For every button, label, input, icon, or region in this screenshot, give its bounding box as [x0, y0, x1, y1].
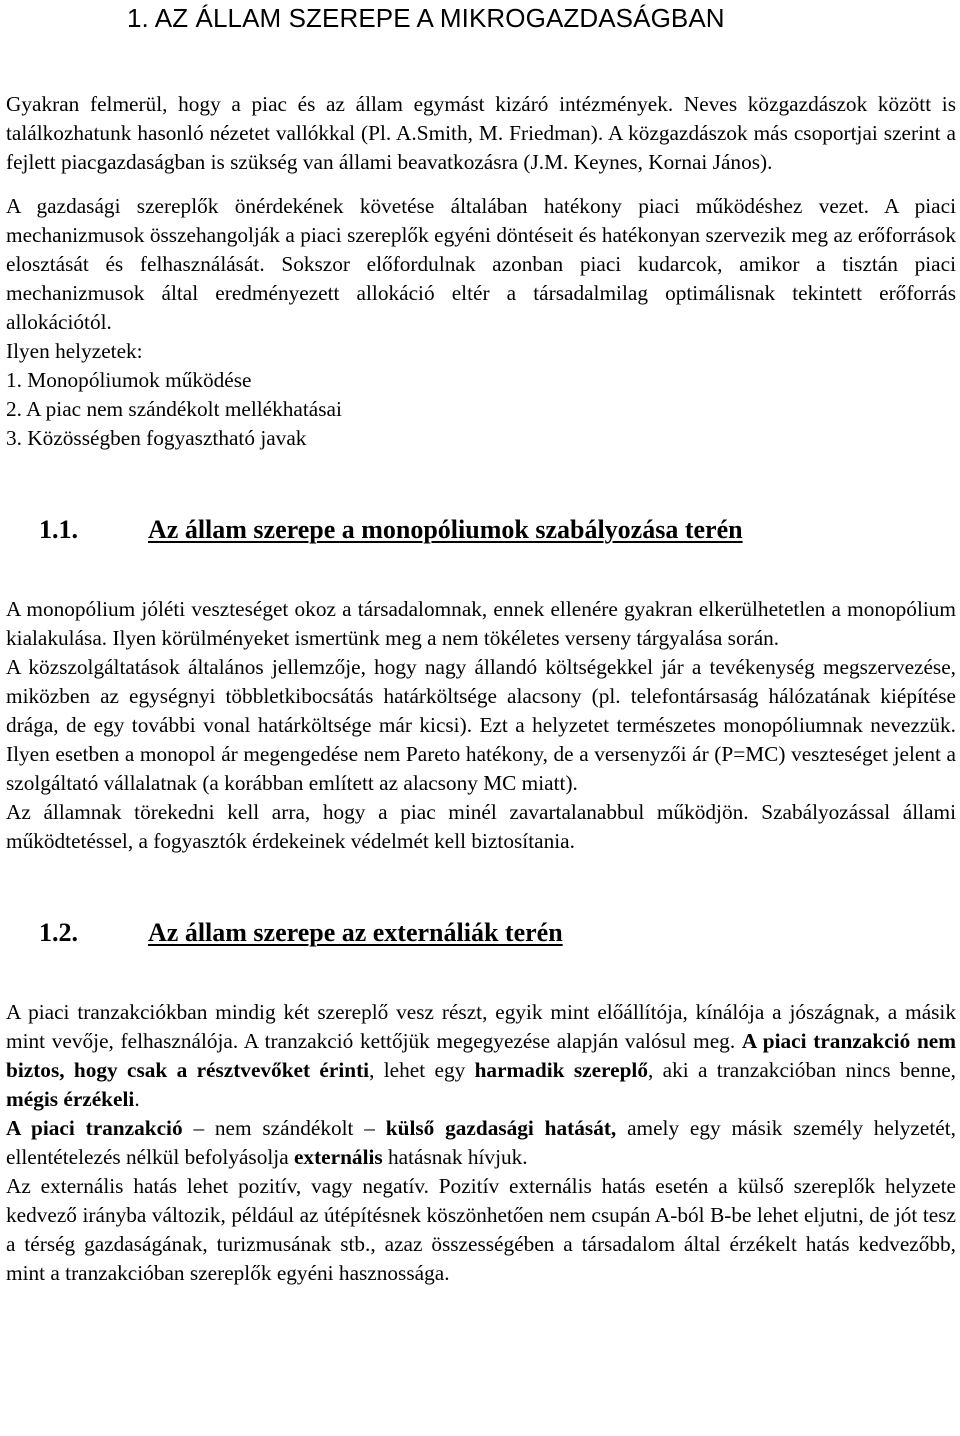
- list-heading: Ilyen helyzetek:: [6, 339, 143, 363]
- section2-paragraph-3: Az externális hatás lehet pozitív, vagy negatív. Pozitív externális hatás esetén a külső szereplők helyzete kedvező irányba változik, például az útépítésnek köszönhetően nem csupán A-ból B-be lehet eljutni, de jót tesz a térség gazdaságának, turizmusának stb., azaz összességében a társadalom által érzékelt hatás kedvezőbb, mint a tranzakcióban szereplők egyéni hasznossága.: [6, 1174, 956, 1285]
- section-number: 1.2.: [39, 918, 78, 947]
- text-run: A piaci tranzakciókban mindig két szereplő vesz részt, egyik mint előállítója, kínálója a jószágnak, a másik mint vevője, felhasználója. A tranzakció kettőjük megegyezése alapján valósul meg.: [6, 1000, 956, 1053]
- text-run: , aki a tranzakcióban nincs benne,: [647, 1058, 957, 1082]
- section-title: Az állam szerepe az externáliák terén: [148, 918, 563, 947]
- page-title: 1. AZ ÁLLAM SZEREPE A MIKROGAZDASÁGBAN: [127, 3, 725, 33]
- text-run: , lehet egy: [369, 1058, 475, 1082]
- bold-text: A piaci tranzakció nem biztos, hogy csak a résztvevőket érinti: [6, 1029, 956, 1082]
- text-run: .: [134, 1087, 140, 1111]
- spacer: [6, 177, 956, 192]
- list-item: 3. Közösségben fogyasztható javak: [6, 426, 307, 450]
- bold-text: külső gazdasági hatását,: [385, 1116, 617, 1140]
- text-run: amely egy másik személy helyzetét, ellentételezés nélkül befolyásolja: [6, 1116, 956, 1169]
- section-heading: [6, 513, 956, 547]
- bold-text: mégis érzékeli: [6, 1087, 135, 1111]
- bold-text: A piaci tranzakció: [6, 1116, 183, 1140]
- section2-paragraph-1: [6, 998, 956, 1114]
- section1-paragraph-1: A monopólium jóléti veszteséget okoz a társadalomnak, ennek ellenére gyakran elkerülhetetlen a monopólium kialakulása. Ilyen körülményeket ismertünk meg a nem tökéletes verseny tárgyalása során.: [6, 597, 956, 650]
- text-run: – nem szándékolt –: [182, 1116, 386, 1140]
- section-heading: [6, 916, 956, 950]
- section1-paragraph-2: A közszolgáltatások általános jellemzője, hogy nagy állandó költségekkel jár a tevékenység megszervezése, miközben az egységnyi többletkibocsátás határköltsége alacsony (pl. telefontársaság hálózatának kiépítése drága, de egy további vonal határköltsége már kicsi). Ezt a helyzetet természetes monopóliumnak nevezzük. Ilyen esetben a monopol ár megengedése nem Pareto hatékony, de a versenyzői ár (P=MC) veszteséget jelent a szolgáltató vállalatnak (a korábban említett az alacsony MC miatt).: [6, 655, 956, 795]
- intro-paragraph-1: Gyakran felmerül, hogy a piac és az állam egymást kizáró intézmények. Neves közgazdászok között is találkozhatunk hasonló nézetet vallókkal (Pl. A.Smith, M. Friedman). A közgazdászok más csoportjai szerint a fejlett piacgazdaságban is szükség van állami beavatkozásra (J.M. Keynes, Kornai János).: [6, 92, 956, 174]
- section-title: Az állam szerepe a monopóliumok szabályozása terén: [148, 515, 743, 544]
- spacer: [6, 547, 956, 595]
- text-run: hatásnak hívjuk.: [382, 1145, 528, 1169]
- section-number: 1.1.: [39, 515, 78, 544]
- section2-paragraph-2: [6, 1114, 956, 1172]
- intro-paragraph-2: A gazdasági szereplők önérdekének követése általában hatékony piaci működéshez vezet. A piaci mechanizmusok összehangolják a piaci szereplők egyéni döntéseit és hatékonyan szervezik meg az erőforrások elosztását és felhasználását. Sokszor előfordulnak azonban piaci kudarcok, amikor a tisztán piaci mechanizmusok által eredményezett allokáció eltér a társadalmilag optimálisnak tekintett erőforrás allokációtól.: [6, 194, 956, 334]
- spacer: [6, 856, 956, 916]
- section1-paragraph-3: Az államnak törekedni kell arra, hogy a piac minél zavartalanabbul működjön. Szabályozással állami működtetéssel, a fogyasztók érdekeinek védelmét kell biztosítania.: [6, 800, 956, 853]
- spacer: [6, 35, 956, 90]
- bold-text: externális: [293, 1145, 383, 1169]
- list-item: 1. Monopóliumok működése: [6, 368, 252, 392]
- spacer: [6, 950, 956, 998]
- spacer: [6, 453, 956, 513]
- bold-text: harmadik szereplő: [474, 1058, 648, 1082]
- list-item: 2. A piac nem szándékolt mellékhatásai: [6, 397, 342, 421]
- document-page: [6, 0, 956, 1288]
